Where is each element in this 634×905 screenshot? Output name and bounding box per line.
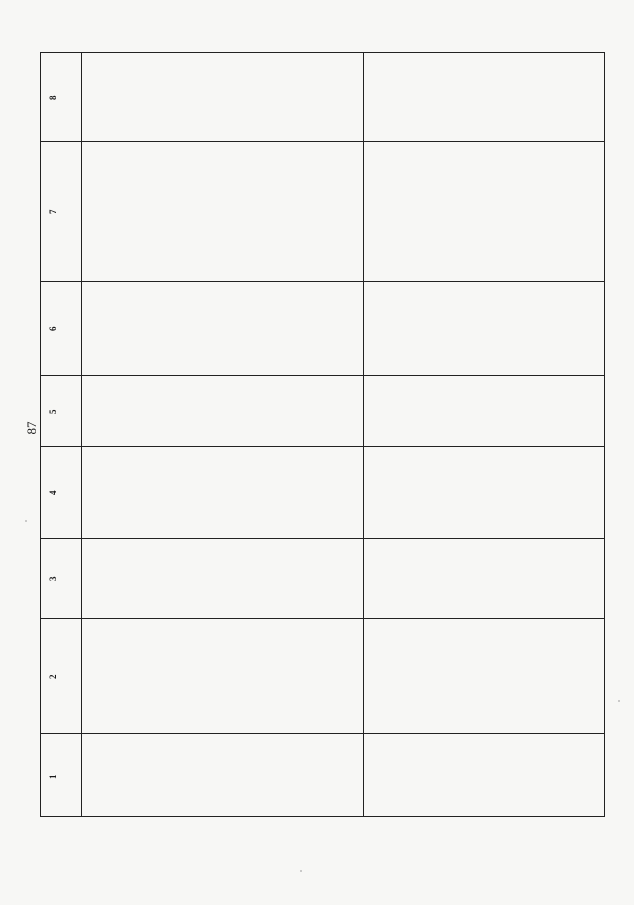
column-number: 1 (48, 774, 58, 779)
column-number: 8 (48, 95, 58, 100)
column-number: 6 (48, 326, 58, 331)
table-grid-line (41, 618, 604, 619)
column-number: 4 (48, 490, 58, 495)
table-grid-line (363, 53, 364, 816)
measures-table (40, 52, 605, 817)
column-number: 3 (48, 576, 58, 581)
table-grid-line (41, 733, 604, 734)
column-number: 5 (48, 409, 58, 414)
table-grid-line (81, 53, 82, 816)
table-grid-line (41, 538, 604, 539)
table-grid-line (41, 375, 604, 376)
table-grid-line (41, 281, 604, 282)
table-grid-line (41, 446, 604, 447)
column-number: 2 (48, 674, 58, 679)
column-number: 7 (48, 209, 58, 214)
table-grid-line (41, 141, 604, 142)
page-number: 87 (24, 421, 39, 435)
